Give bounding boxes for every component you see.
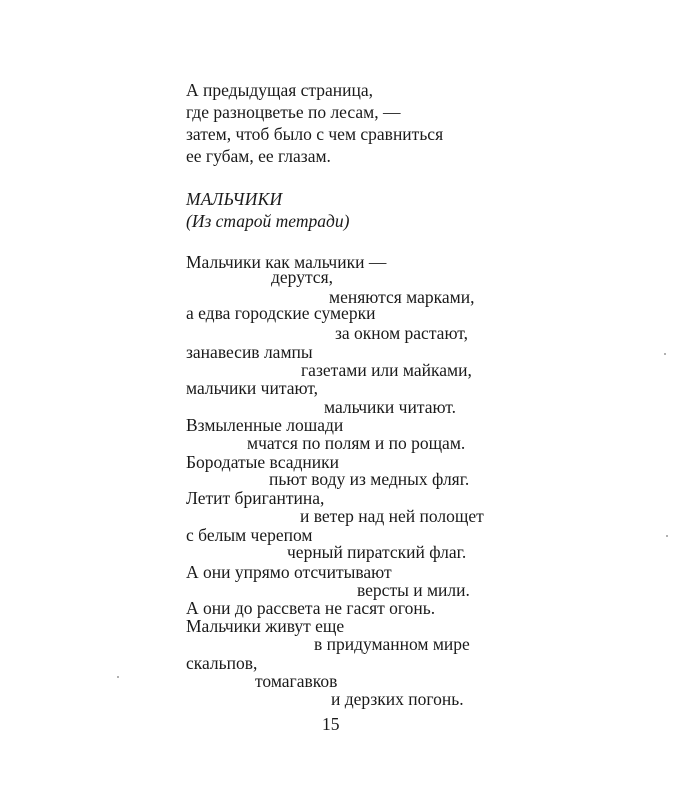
stanza-line: где разноцветье по лесам, — [186, 102, 401, 122]
poem-line: газетами или майками, [301, 360, 472, 380]
poem-line: черный пиратский флаг. [287, 542, 467, 562]
poem-line: а едва городские сумерки [186, 303, 376, 323]
scan-speck [666, 535, 668, 537]
poem-line: с белым черепом [186, 525, 313, 545]
poem-line: Мальчики живут еще [186, 616, 345, 636]
poem-line: мчатся по полям и по рощам. [247, 433, 466, 453]
poem-line: томагавков [255, 671, 338, 691]
poem-line: Мальчики как мальчики — [186, 252, 387, 272]
poem-line: пьют воду из медных фляг. [269, 469, 470, 489]
poem-subtitle: (Из старой тетради) [186, 211, 350, 231]
page-number: 15 [322, 714, 340, 734]
poem-line: за окном растают, [335, 323, 469, 343]
scan-speck [664, 353, 666, 355]
poem-line: Взмыленные лошади [186, 415, 344, 435]
poem-line: А они упрямо отсчитывают [186, 562, 392, 582]
poem-line: мальчики читают. [324, 397, 457, 417]
poem-line: в придуманном мире [314, 634, 470, 654]
poem-line: мальчики читают, [186, 378, 319, 398]
poem-line: и ветер над ней полощет [300, 506, 484, 526]
stanza-line: ее губам, ее глазам. [186, 146, 331, 166]
poem-line: и дерзких погонь. [331, 689, 464, 709]
stanza-line: затем, чтоб было с чем сравниться [186, 124, 444, 144]
poem-line: Бородатые всадники [186, 452, 339, 472]
poem-line: меняются марками, [329, 287, 475, 307]
poem-line: Летит бригантина, [186, 488, 325, 508]
scan-speck [117, 676, 119, 678]
poem-title: МАЛЬЧИКИ [186, 189, 283, 209]
poem-line: занавесив лампы [186, 342, 313, 362]
poem-line: А они до рассвета не гасят огонь. [186, 598, 436, 618]
poem-line: скальпов, [186, 653, 258, 673]
poem-line: версты и мили. [357, 580, 470, 600]
poem-line: дерутся, [271, 267, 333, 287]
stanza-line: А предыдущая страница, [186, 80, 374, 100]
